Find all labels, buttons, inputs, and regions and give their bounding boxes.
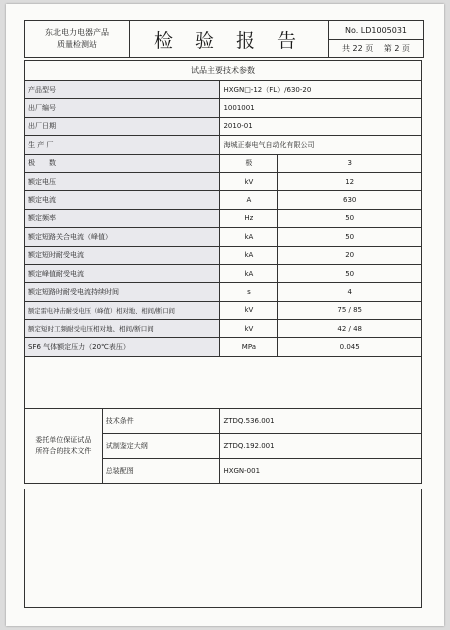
param-unit: Hz: [220, 209, 278, 227]
blank-area-bottom: [24, 489, 422, 608]
info-value: 海城正泰电气自动化有限公司: [220, 136, 422, 154]
param-value: 3: [278, 154, 422, 172]
param-label: 额定短时耐受电流: [25, 246, 220, 264]
info-label: 生 产 厂: [25, 136, 220, 154]
param-value: 20: [278, 246, 422, 264]
info-value: 2010-01: [220, 117, 422, 135]
report-number-box: [329, 21, 423, 57]
param-label: 额定短时工频耐受电压相对地、相间/断口间: [25, 320, 220, 338]
doc-value: ZTDQ.536.001: [220, 409, 422, 434]
doc-label: 总装配图: [102, 459, 220, 484]
blank-area: [24, 352, 422, 409]
param-label: 额定雷电冲击耐受电压（峰值）相对地、相间/断口间: [25, 301, 220, 319]
param-unit: kA: [220, 246, 278, 264]
param-value: 0.045: [278, 338, 422, 356]
param-value: 630: [278, 191, 422, 209]
doc-value: HXGN-001: [220, 459, 422, 484]
param-label: 额定短路时耐受电流持续时间: [25, 283, 220, 301]
param-value: 50: [278, 228, 422, 246]
param-label: 额定电压: [25, 172, 220, 190]
technical-documents-table: [24, 408, 422, 484]
param-value: 42 / 48: [278, 320, 422, 338]
param-unit: kV: [220, 320, 278, 338]
org-line-1: 东北电力电器产品: [45, 28, 109, 37]
param-unit: MPa: [220, 338, 278, 356]
info-value: HXGN□-12（FL）/630-20: [220, 81, 422, 99]
page-count: 共 22 页 第 2 页: [342, 43, 410, 53]
param-value: 12: [278, 172, 422, 190]
param-label: 额定短路关合电流（峰值）: [25, 228, 220, 246]
param-value: 50: [278, 209, 422, 227]
param-value: 4: [278, 283, 422, 301]
doc-label: 技术条件: [102, 409, 220, 434]
client-docs-line-2: 所符合的技术文件: [35, 447, 92, 455]
report-header: [24, 20, 424, 58]
info-value: 1001001: [220, 99, 422, 117]
report-number: No. LD1005031: [329, 22, 423, 40]
param-unit: kA: [220, 264, 278, 282]
testing-station-name: [25, 21, 130, 57]
param-label: 额定频率: [25, 209, 220, 227]
param-unit: s: [220, 283, 278, 301]
info-label: 出厂编号: [25, 99, 220, 117]
org-line-2: 质量检测站: [57, 40, 97, 49]
doc-value: ZTDQ.192.001: [220, 434, 422, 459]
param-label: 额定峰值耐受电流: [25, 264, 220, 282]
param-unit: kA: [220, 228, 278, 246]
param-unit: 极: [220, 154, 278, 172]
param-label: 额定电流: [25, 191, 220, 209]
param-unit: kV: [220, 172, 278, 190]
param-label: 极 数: [25, 154, 220, 172]
doc-label: 试制鉴定大纲: [102, 434, 220, 459]
spec-table-caption: 试品主要技术参数: [25, 61, 422, 81]
param-value: 75 / 85: [278, 301, 422, 319]
param-unit: A: [220, 191, 278, 209]
client-docs-label: [25, 409, 103, 484]
client-docs-line-1: 委托单位保证试品: [35, 436, 92, 444]
page-title: 检 验 报 告: [130, 21, 329, 57]
info-label: 产品型号: [25, 81, 220, 99]
spec-table: [24, 60, 422, 357]
param-value: 50: [278, 264, 422, 282]
param-label: SF6 气体额定压力（20℃表压）: [25, 338, 220, 356]
param-unit: kV: [220, 301, 278, 319]
info-label: 出厂日期: [25, 117, 220, 135]
